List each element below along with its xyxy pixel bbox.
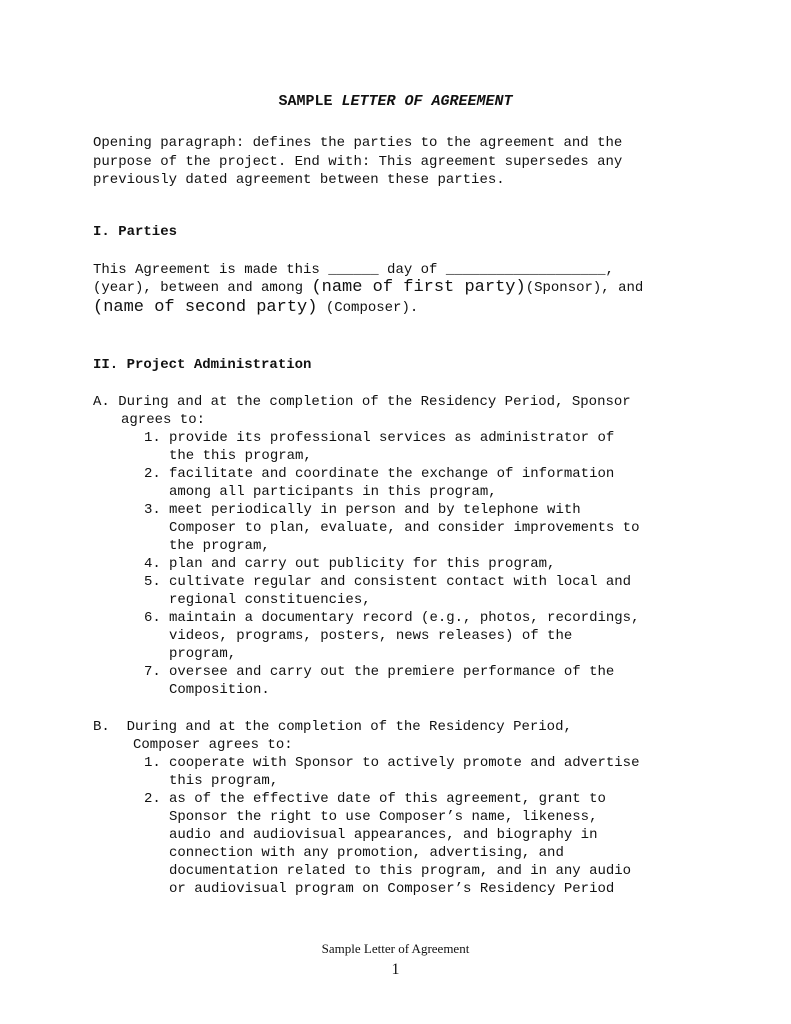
list-item-number: 3. [144,502,161,518]
list-item-line: regional constituencies, [169,592,371,608]
section-b-intro: B. During and at the completion of the Residency Period, [93,719,572,735]
list-item-line: among all participants in this program, [169,484,497,500]
list-item-line: documentation related to this program, and in any audio [169,863,632,879]
list-item-line: program, [169,646,237,662]
section-a-intro-cont: agrees to: [121,412,206,428]
list-item-line: connection with any promotion, advertising, and [169,845,564,861]
list-item-number: 2. [144,466,161,482]
document-title [0,93,791,110]
list-item-number: 4. [144,556,161,572]
list-item-number: 1. [144,755,161,771]
list-item-line: audio and audiovisual appearances, and biography in [169,827,598,843]
section-heading-parties: I. Parties [93,224,178,240]
section-b-intro-cont: Composer agrees to: [133,737,293,753]
list-item-line: videos, programs, posters, news releases) of the [169,628,573,644]
list-item-line: plan and carry out publicity for this program, [169,556,556,572]
list-item-line: oversee and carry out the premiere performance of the [169,664,615,680]
list-item-number: 1. [144,430,161,446]
list-item-line: facilitate and coordinate the exchange of information [169,466,615,482]
first-party-placeholder: (name of first party) [311,278,526,297]
list-item-line: Composer to plan, evaluate, and consider improvements to [169,520,640,536]
list-item-line: cultivate regular and consistent contact with local and [169,574,632,590]
list-item-line: this program, [169,773,279,789]
list-item-line: meet periodically in person and by telephone with [169,502,581,518]
list-item-line: the this program, [169,448,312,464]
sponsor-role-text: (Sponsor), and [525,280,644,296]
list-item-line: maintain a documentary record (e.g., photos, recordings, [169,610,640,626]
page-footer-label: Sample Letter of Agreement [321,941,470,956]
title-italic: LETTER OF AGREEMENT [341,93,513,110]
parties-line-3 [93,299,418,317]
opening-line: previously dated agreement between these parties. [93,172,505,188]
section-heading-project-administration: II. Project Administration [93,357,312,373]
list-item-number: 2. [144,791,161,807]
composer-role-text: (Composer). [317,300,419,316]
section-a-intro: A. During and at the completion of the Residency Period, Sponsor [93,394,631,410]
list-item-line: provide its professional services as administrator of [169,430,615,446]
list-item-line: Composition. [169,682,270,698]
parties-year-text: (year), between and among [93,280,312,296]
parties-line-2 [93,279,643,297]
opening-line: purpose of the project. End with: This agreement supersedes any [93,153,623,170]
list-item-line: the program, [169,538,270,554]
title-main: SAMPLE [278,93,342,110]
second-party-placeholder: (name of second party) [93,298,318,317]
page-number: 1 [391,961,400,978]
opening-paragraph [93,134,622,190]
list-item-line: Sponsor the right to use Composer’s name, likeness, [169,809,598,825]
list-item-line: as of the effective date of this agreement, grant to [169,791,606,807]
list-item-line: or audiovisual program on Composer’s Residency Period [169,881,615,897]
list-item-number: 6. [144,610,161,626]
list-item-line: cooperate with Sponsor to actively promote and advertise [169,755,640,771]
list-item-number: 7. [144,664,161,680]
list-item-number: 5. [144,574,161,590]
parties-line-1: This Agreement is made this ______ day of ___________________, [93,262,614,278]
opening-line: Opening paragraph: defines the parties to the agreement and the [93,135,623,151]
